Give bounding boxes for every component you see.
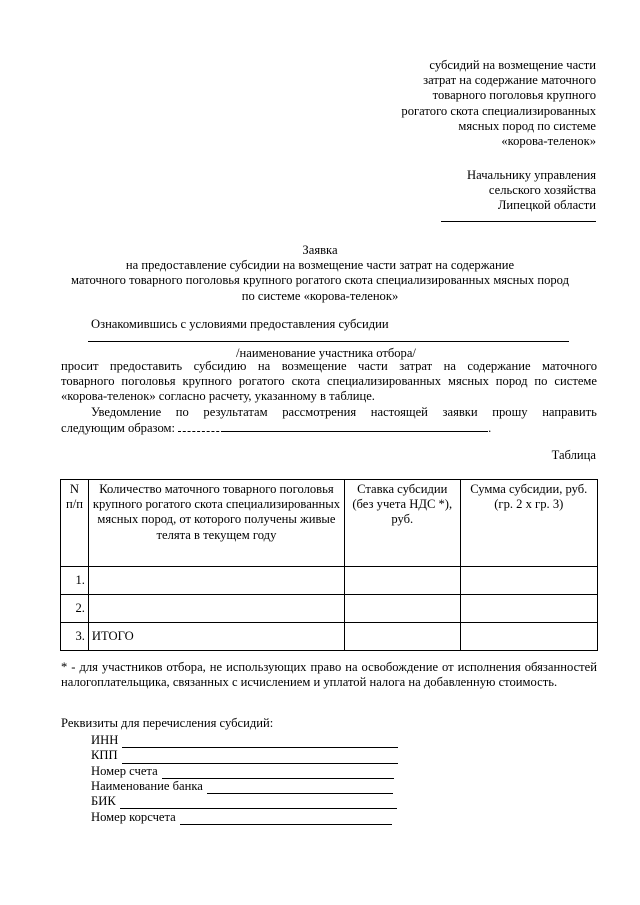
header-line: «корова-теленок» [501, 134, 596, 149]
notice-prefix: следующим образом: [61, 421, 175, 435]
requisite-label: КПП [91, 748, 118, 763]
request-paragraph [61, 359, 597, 405]
cell-amount[interactable] [460, 623, 597, 651]
header-rate: Ставка субсидии (без учета НДС *), руб. [344, 480, 460, 567]
header-amount: Сумма субсидии, руб. (гр. 2 x гр. 3) [460, 480, 597, 567]
cell-rate[interactable] [344, 595, 460, 623]
word: предоставить [109, 359, 183, 373]
requisite-corr-account [91, 809, 398, 824]
addressee-line: сельского хозяйства [488, 183, 596, 198]
request-line-1 [61, 359, 597, 374]
request-rest: товарного поголовья крупного рогатого скота специализированных мясных пород по системе «корова-теленок» согласно расчету, указанному в таблице. [61, 374, 597, 404]
cell-livestock-count[interactable] [88, 567, 344, 595]
header-line: затрат на содержание маточного [423, 73, 596, 88]
requisite-label: Номер счета [91, 763, 158, 778]
requisite-inn [91, 733, 398, 748]
cell-amount[interactable] [460, 595, 597, 623]
requisites-title: Реквизиты для перечисления субсидий: [61, 716, 274, 730]
word: по [175, 405, 189, 419]
participant-name-caption: /наименование участника отбора/ [236, 346, 416, 360]
requisite-bik [91, 794, 398, 809]
header-line: мясных пород по системе [458, 118, 596, 133]
cell-livestock-count[interactable] [88, 595, 344, 623]
title-line: на предоставление субсидии на возмещение части затрат на содержание [125, 258, 515, 273]
table-row [61, 567, 598, 595]
word: просит [61, 359, 99, 373]
word: субсидию [193, 359, 247, 373]
notice-paragraph [61, 405, 597, 420]
title-line: Заявка [302, 243, 338, 257]
header-number: N п/п [61, 480, 89, 567]
addressee-signature-line[interactable] [441, 221, 596, 222]
intro-text: Ознакомившись с условиями предоставления субсидии [91, 317, 389, 331]
table-header-row [61, 480, 598, 567]
word: части [358, 359, 388, 373]
header-line: товарного поголовья крупного [432, 88, 596, 103]
requisite-bank [91, 779, 398, 794]
notice-method-field[interactable] [224, 420, 488, 432]
cell-total-label: ИТОГО [88, 623, 344, 651]
cell-number: 2. [61, 595, 89, 623]
word: содержание [467, 359, 531, 373]
word: маточного [542, 359, 597, 373]
addressee [370, 168, 596, 214]
cell-rate[interactable] [344, 567, 460, 595]
word: направить [542, 405, 597, 419]
word: заявки [442, 405, 478, 419]
requisite-label: БИК [91, 794, 116, 809]
word: затрат [399, 359, 433, 373]
addressee-line: Липецкой области [497, 198, 596, 213]
word: результатам [203, 405, 268, 419]
title-line: по системе «корова-теленок» [241, 288, 399, 303]
cell-number: 3. [61, 623, 89, 651]
table-label: Таблица [551, 448, 596, 462]
word: на [257, 359, 271, 373]
word: настоящей [370, 405, 428, 419]
word: возмещение [281, 359, 347, 373]
cell-number: 1. [61, 567, 89, 595]
table-row [61, 595, 598, 623]
subsidy-table [60, 479, 598, 651]
bik-field[interactable] [120, 797, 397, 809]
requisites-list [91, 733, 398, 825]
requisite-label: Номер корсчета [91, 809, 176, 824]
requisite-account [91, 764, 398, 779]
requisite-kpp [91, 748, 398, 763]
requisite-label: Наименование банка [91, 778, 203, 793]
document-title [40, 243, 600, 304]
word: рассмотрения [282, 405, 357, 419]
word: на [443, 359, 456, 373]
addressee-line: Начальнику управления [467, 168, 596, 182]
requisite-label: ИНН [91, 733, 119, 748]
kpp-field[interactable] [122, 752, 398, 764]
cell-rate[interactable] [344, 623, 460, 651]
inn-field[interactable] [122, 736, 398, 748]
notice-suffix: . [488, 421, 492, 435]
cell-amount[interactable] [460, 567, 597, 595]
footnote: * - для участников отбора, не использующих право на освобождение от исполнения обязанностей налогоплательщика, связанных с исчислением и уплатой налога на добавленную стоимость. [61, 660, 597, 690]
table-row-total [61, 623, 598, 651]
notice-method-field-short[interactable] [178, 420, 224, 432]
corr-account-field[interactable] [180, 813, 392, 825]
header-block [370, 58, 596, 149]
header-line: субсидий на возмещение части [429, 58, 596, 72]
notice-line-2 [61, 420, 491, 436]
header-livestock-count: Количество маточного товарного поголовья крупного рогатого скота специализированных мясных пород, от которого получены живые телята в текущем году [88, 480, 344, 567]
word: прошу [492, 405, 528, 419]
notice-line-1 [61, 405, 597, 420]
bank-name-field[interactable] [207, 782, 393, 794]
word: Уведомление [91, 405, 162, 419]
account-number-field[interactable] [162, 767, 394, 779]
header-line: рогатого скота специализированных [401, 103, 596, 118]
participant-name-field[interactable] [88, 341, 569, 342]
title-line: маточного товарного поголовья крупного рогатого скота специализированных мясных пород [70, 273, 570, 288]
